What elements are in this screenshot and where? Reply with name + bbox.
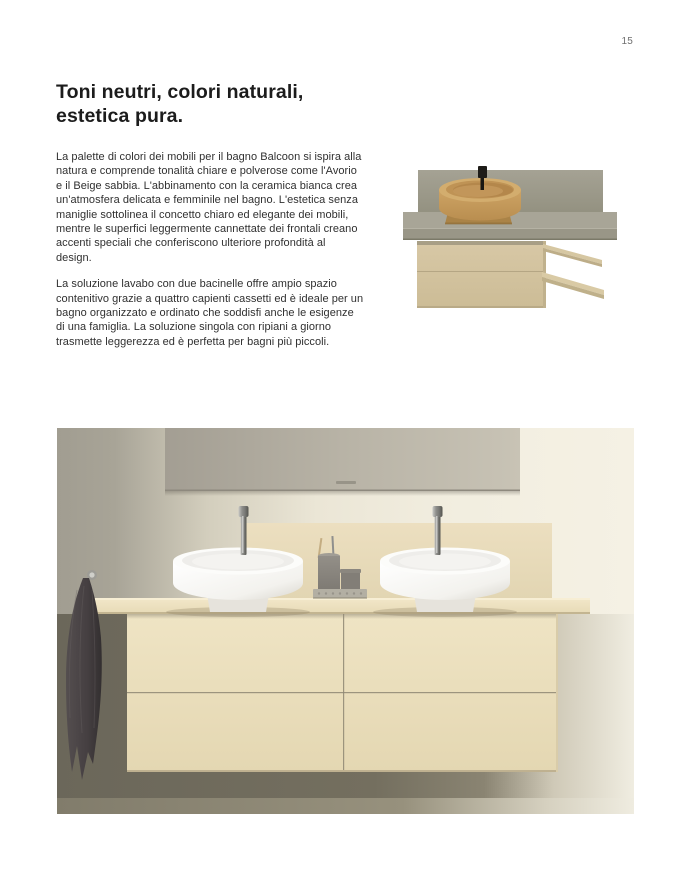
body-copy: [56, 150, 364, 361]
render-basin: [439, 178, 521, 225]
render-cabinet: [417, 241, 546, 308]
photo-floor: [57, 798, 634, 814]
photo-vanity-cabinet: [127, 614, 558, 772]
mirror-logo: [336, 481, 356, 484]
page-title: [56, 80, 376, 128]
paragraph-soluzioni: La soluzione lavabo con due bacinelle offre ampio spazio contenitivo grazie a quattro capienti cassetti ed è ideale per un bagno organizzato e ordinato che soddisfi anche le esigenze di una famiglia. La soluzione singola con ripiani a giorno trasmette leggerezza ed è perfetta per bagni più piccoli.: [56, 278, 364, 348]
lifestyle-photo: [57, 428, 634, 814]
page-number: 15: [621, 36, 633, 47]
product-render-image: [393, 148, 625, 318]
page-title-line1: Toni neutri, colori naturali,: [56, 81, 304, 103]
render-open-shelves: [542, 244, 604, 299]
photo-mirror: [165, 428, 520, 496]
page-title-line2: estetica pura.: [56, 105, 184, 127]
paragraph-palette: La palette di colori dei mobili per il bagno Balcoon si ispira alla natura e comprende tonalità chiare e polverose come l'Avorio e il Beige sabbia. L'abbinamento con la ceramica bianca crea un'atmosfera delicata e femminile nel bagno. L'estetica senza maniglie sottolinea il concetto chiaro ed elegante dei mobili, mentre le superfici leggermente cannettate dei frontali creano accenti speciali che conferiscono ulteriore profondità al design.: [56, 151, 362, 264]
